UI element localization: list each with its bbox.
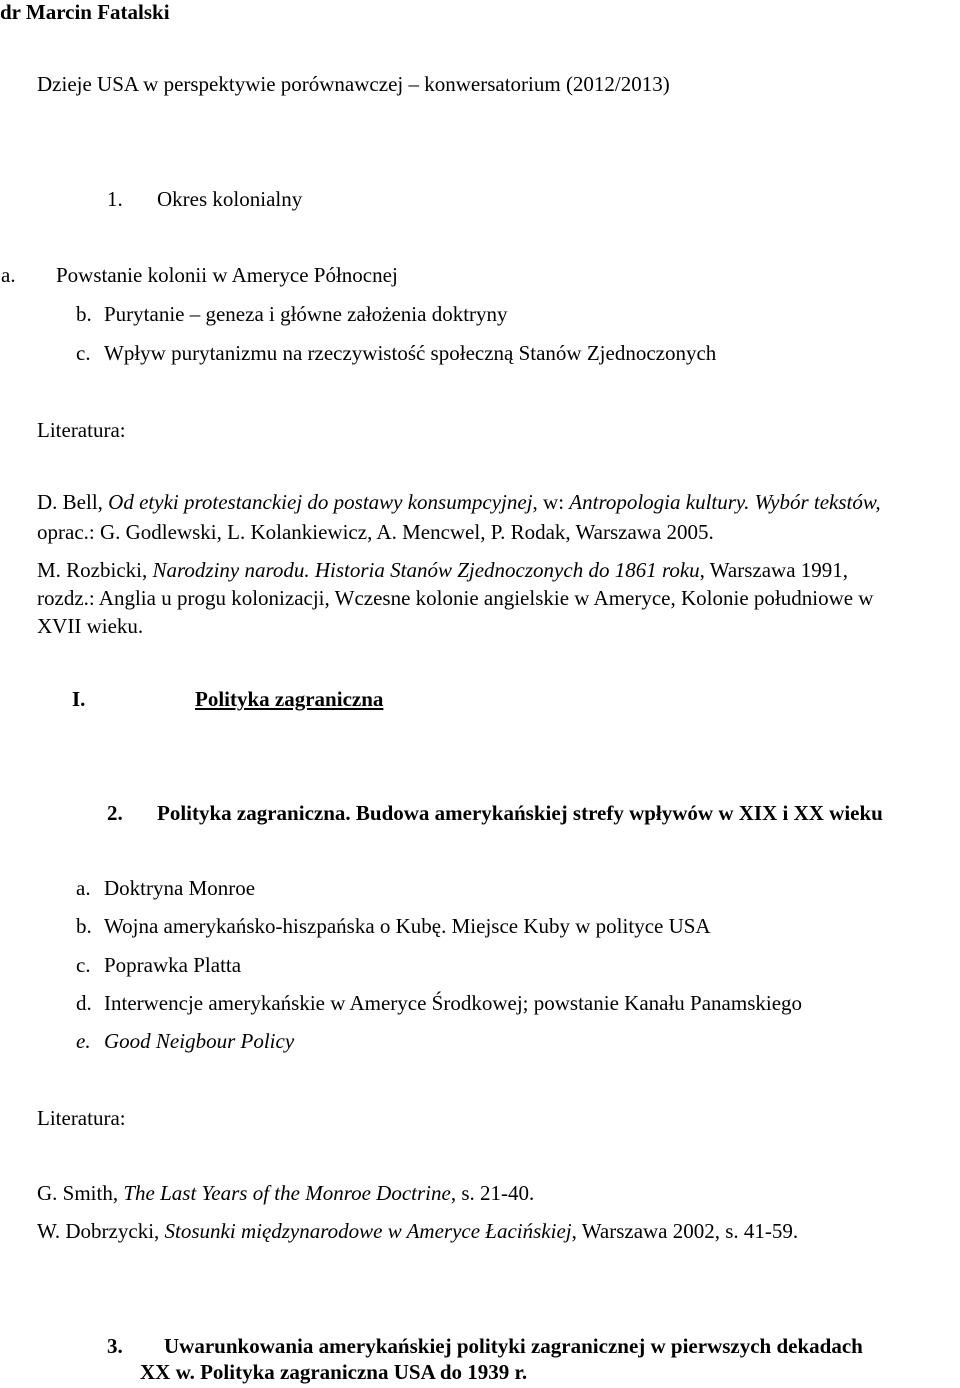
reference-title: Od etyki protestanckiej do postawy konsumpcyjnej <box>108 490 533 514</box>
list-marker: c. <box>76 953 91 977</box>
literature-label: Literatura: <box>37 1106 126 1130</box>
section-2-number: 2. <box>107 801 123 825</box>
reference-title: Narodziny narodu. Historia Stanów Zjednoczonych do 1861 roku <box>152 558 700 582</box>
section-1-title: Okres kolonialny <box>157 187 303 211</box>
literature-label: Literatura: <box>37 418 126 442</box>
reference-connector: , w: <box>532 490 570 514</box>
reference-title: Stosunki międzynarodowe w Ameryce Łacińskiej <box>164 1219 572 1243</box>
section-3-title-line-2: XX w. Polityka zagraniczna USA do 1939 r. <box>140 1360 528 1384</box>
reference-author: M. Rozbicki, <box>37 558 153 582</box>
reference-author: W. Dobrzycki, <box>37 1219 165 1243</box>
section-3-number: 3. <box>107 1334 123 1358</box>
list-item: Wojna amerykańsko-hiszpańska o Kubę. Miejsce Kuby w polityce USA <box>104 914 711 938</box>
course-title: Dzieje USA w perspektywie porównawczej – konwersatorium (2012/2013) <box>37 72 670 96</box>
list-marker: d. <box>76 991 92 1015</box>
reference-details: , Warszawa 2002, s. 41-59. <box>571 1219 799 1243</box>
list-item: Good Neigbour Policy <box>104 1029 295 1053</box>
reference-rozbicki-chapters: rozdz.: Anglia u progu kolonizacji, Wczesne kolonie angielskie w Ameryce, Kolonie południowe w <box>37 586 874 610</box>
list-item: Interwencje amerykańskie w Ameryce Środkowej; powstanie Kanału Panamskiego <box>104 991 803 1015</box>
reference-bell <box>37 492 881 513</box>
section-3-title-line-1: Uwarunkowania amerykańskiej polityki zagranicznej w pierwszych dekadach <box>164 1334 863 1358</box>
list-item: Doktryna Monroe <box>104 876 256 900</box>
list-item: Powstanie kolonii w Ameryce Północnej <box>56 263 398 287</box>
list-marker: e. <box>76 1029 91 1053</box>
reference-details: , Warszawa 1991, <box>699 558 849 582</box>
list-marker: a. <box>1 263 16 287</box>
section-1-number: 1. <box>107 187 123 211</box>
list-marker: b. <box>76 914 92 938</box>
section-2-title: Polityka zagraniczna. Budowa amerykańskiej strefy wpływów w XIX i XX wieku <box>157 801 883 825</box>
reference-author: G. Smith, <box>37 1181 124 1205</box>
list-marker: b. <box>76 302 92 326</box>
reference-book: Antropologia kultury. Wybór tekstów, <box>569 490 881 514</box>
roman-numeral: I. <box>72 687 86 711</box>
reference-smith <box>37 1183 534 1204</box>
list-marker: c. <box>76 341 91 365</box>
reference-dobrzycki <box>37 1221 798 1242</box>
reference-author: D. Bell, <box>37 490 109 514</box>
reference-bell-editors: oprac.: G. Godlewski, L. Kolankiewicz, A. Mencwel, P. Rodak, Warszawa 2005. <box>37 520 714 544</box>
list-item: Poprawka Platta <box>104 953 242 977</box>
author-name: dr Marcin Fatalski <box>0 0 170 24</box>
list-marker: a. <box>76 876 91 900</box>
reference-title: The Last Years of the Monroe Doctrine <box>123 1181 451 1205</box>
reference-rozbicki-chapters-cont: XVII wieku. <box>37 614 144 638</box>
reference-details: , s. 21-40. <box>450 1181 535 1205</box>
reference-rozbicki <box>37 560 848 581</box>
list-item: Wpływ purytanizmu na rzeczywistość społeczną Stanów Zjednoczonych <box>104 341 717 365</box>
list-item: Purytanie – geneza i główne założenia doktryny <box>104 302 508 326</box>
roman-heading-title: Polityka zagraniczna <box>195 687 384 711</box>
